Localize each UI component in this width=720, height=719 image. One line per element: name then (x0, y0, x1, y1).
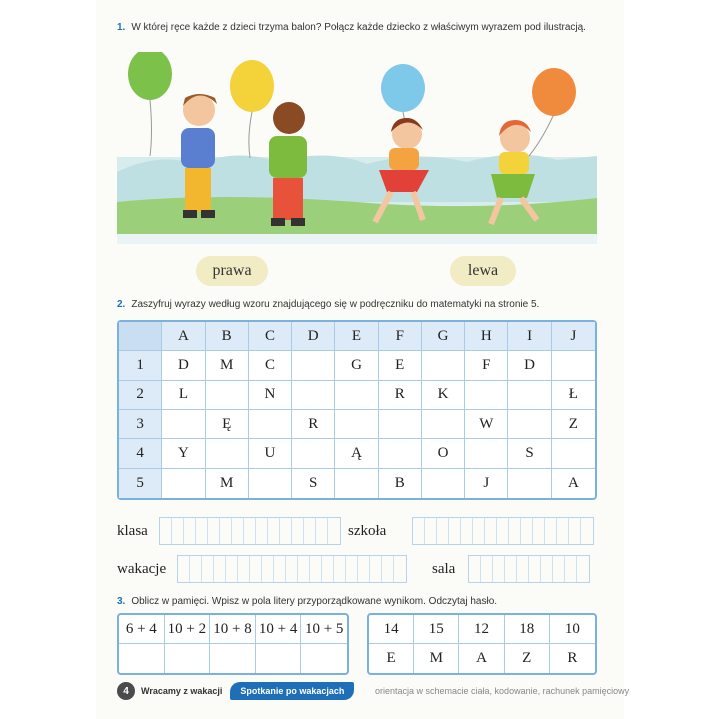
cipher-cell (379, 439, 422, 468)
letter-answer-cell[interactable] (210, 644, 256, 673)
cipher-column-header: H (465, 322, 508, 351)
cipher-column-header: B (206, 322, 249, 351)
cipher-cell (335, 410, 378, 439)
blue-balloon (381, 64, 425, 112)
subsection-badge: Spotkanie po wakacjach (230, 682, 354, 700)
expression-cell: 10 + 8 (210, 615, 256, 644)
answer-grid[interactable] (177, 555, 407, 583)
section-title: Wracamy z wakacji (141, 686, 223, 696)
key-letter-cell: M (414, 644, 459, 673)
task1-text: W której ręce każde z dzieci trzyma balon? Połącz każde dziecko z właściwym wyrazem pod ilustracją. (131, 22, 586, 33)
cipher-row-header: 5 (119, 469, 162, 498)
key-letter-cell: Z (505, 644, 550, 673)
cipher-cell (249, 410, 292, 439)
cipher-cell (508, 469, 551, 498)
cipher-cell: O (422, 439, 465, 468)
cipher-cell: M (206, 351, 249, 380)
cipher-cell: D (162, 351, 205, 380)
cipher-column-header: D (292, 322, 335, 351)
word-row-wakacje (117, 555, 407, 583)
cipher-cell (162, 410, 205, 439)
page-footer (117, 681, 354, 701)
expression-cell: 10 + 5 (301, 615, 347, 644)
task3-instruction (117, 596, 497, 607)
cipher-cell (422, 469, 465, 498)
word-row-klasa (117, 517, 341, 545)
cipher-corner-cell (119, 322, 162, 351)
cipher-cell (206, 381, 249, 410)
cipher-cell: R (379, 381, 422, 410)
cipher-cell: F (465, 351, 508, 380)
cipher-row-header: 1 (119, 351, 162, 380)
cipher-cell (292, 351, 335, 380)
cipher-cell: G (335, 351, 378, 380)
cipher-column-header: I (508, 322, 551, 351)
cipher-cell: R (292, 410, 335, 439)
cipher-column-header: J (552, 322, 595, 351)
word-pill-prawa: prawa (196, 256, 268, 286)
answer-grid[interactable] (412, 517, 594, 545)
cipher-cell: A (567, 474, 579, 491)
word-label: klasa (117, 522, 148, 539)
cipher-column-header: G (422, 322, 465, 351)
cipher-cell (292, 381, 335, 410)
key-letter-cell: E (369, 644, 414, 673)
word-label: sala (432, 560, 456, 577)
result-cell: 15 (414, 615, 459, 644)
cipher-cell: Z (552, 410, 595, 439)
word-row-szkola (348, 517, 594, 545)
cipher-cell: E (379, 351, 422, 380)
cipher-cell: Ę (206, 410, 249, 439)
cipher-cell: Ł (552, 381, 595, 410)
cipher-column-header: A (162, 322, 205, 351)
task3-number: 3. (117, 596, 126, 607)
expression-cell: 10 + 2 (165, 615, 211, 644)
cipher-column-header: C (249, 322, 292, 351)
result-cell: 18 (505, 615, 550, 644)
letter-answer-cell[interactable] (301, 644, 347, 673)
cipher-cell: S (508, 439, 551, 468)
task3-text: Oblicz w pamięci. Wpisz w pola litery przyporządkowane wynikom. Odczytaj hasło. (131, 596, 498, 607)
word-label: wakacje (117, 560, 167, 577)
expression-cell: 6 + 4 (119, 615, 165, 644)
result-cell: 14 (369, 615, 414, 644)
task1-number: 1. (117, 22, 126, 33)
result-cell: 12 (459, 615, 504, 644)
cipher-cell (249, 469, 292, 498)
cipher-table (117, 320, 597, 500)
cipher-cell (422, 410, 465, 439)
letter-answer-cell[interactable] (165, 644, 211, 673)
result-key-table (367, 613, 597, 675)
cipher-cell: N (249, 381, 292, 410)
result-cell: 10 (550, 615, 595, 644)
cipher-cell: Y (162, 439, 205, 468)
cipher-cell (508, 410, 551, 439)
page-number: 4 (117, 682, 135, 700)
task2-text: Zaszyfruj wyrazy według wzoru znajdującego się w podręczniku do matematyki na stronie 5. (131, 299, 540, 310)
cipher-cell (422, 351, 465, 380)
word-row-sala (432, 555, 590, 583)
task2-number: 2. (117, 299, 126, 310)
cipher-row-header: 2 (119, 381, 162, 410)
cipher-cell (335, 469, 378, 498)
calculation-table (117, 613, 349, 675)
word-pill-lewa: lewa (450, 256, 516, 286)
cipher-cell (379, 410, 422, 439)
yellow-balloon (230, 60, 274, 112)
key-letter-cell: R (567, 650, 578, 666)
cipher-row-header: 3 (119, 410, 162, 439)
cipher-column-header: E (335, 322, 378, 351)
green-balloon (128, 52, 172, 100)
word-label: szkoła (348, 522, 387, 539)
cipher-cell: C (249, 351, 292, 380)
cipher-cell (465, 439, 508, 468)
cipher-cell: S (292, 469, 335, 498)
cipher-cell (552, 439, 595, 468)
cipher-cell: M (206, 469, 249, 498)
orange-balloon (532, 68, 576, 116)
task1-instruction (117, 22, 586, 33)
cipher-cell: K (422, 381, 465, 410)
children-balloons-illustration (117, 52, 597, 244)
cipher-cell: U (249, 439, 292, 468)
answer-grid[interactable] (468, 555, 590, 583)
cipher-cell: D (508, 351, 551, 380)
cipher-row-header: 4 (119, 439, 162, 468)
key-letter-cell: A (459, 644, 504, 673)
cipher-cell: B (379, 469, 422, 498)
cipher-cell (206, 439, 249, 468)
cipher-cell (552, 351, 595, 380)
cipher-cell (335, 381, 378, 410)
cipher-cell: L (162, 381, 205, 410)
letter-answer-cell[interactable] (119, 644, 165, 673)
expression-cell: 10 + 4 (256, 615, 302, 644)
boy-back-figure (269, 102, 307, 226)
cipher-cell: Ą (335, 439, 378, 468)
cipher-cell (465, 381, 508, 410)
skills-note: orientacja w schemacie ciała, kodowanie, rachunek pamięciowy (375, 686, 630, 696)
letter-answer-cell[interactable] (256, 644, 302, 673)
answer-grid[interactable] (159, 517, 341, 545)
task2-instruction (117, 299, 539, 310)
cipher-cell: J (465, 469, 508, 498)
cipher-cell (292, 439, 335, 468)
cipher-cell (508, 381, 551, 410)
cipher-cell: W (465, 410, 508, 439)
cipher-cell (162, 469, 205, 498)
cipher-column-header: F (379, 322, 422, 351)
